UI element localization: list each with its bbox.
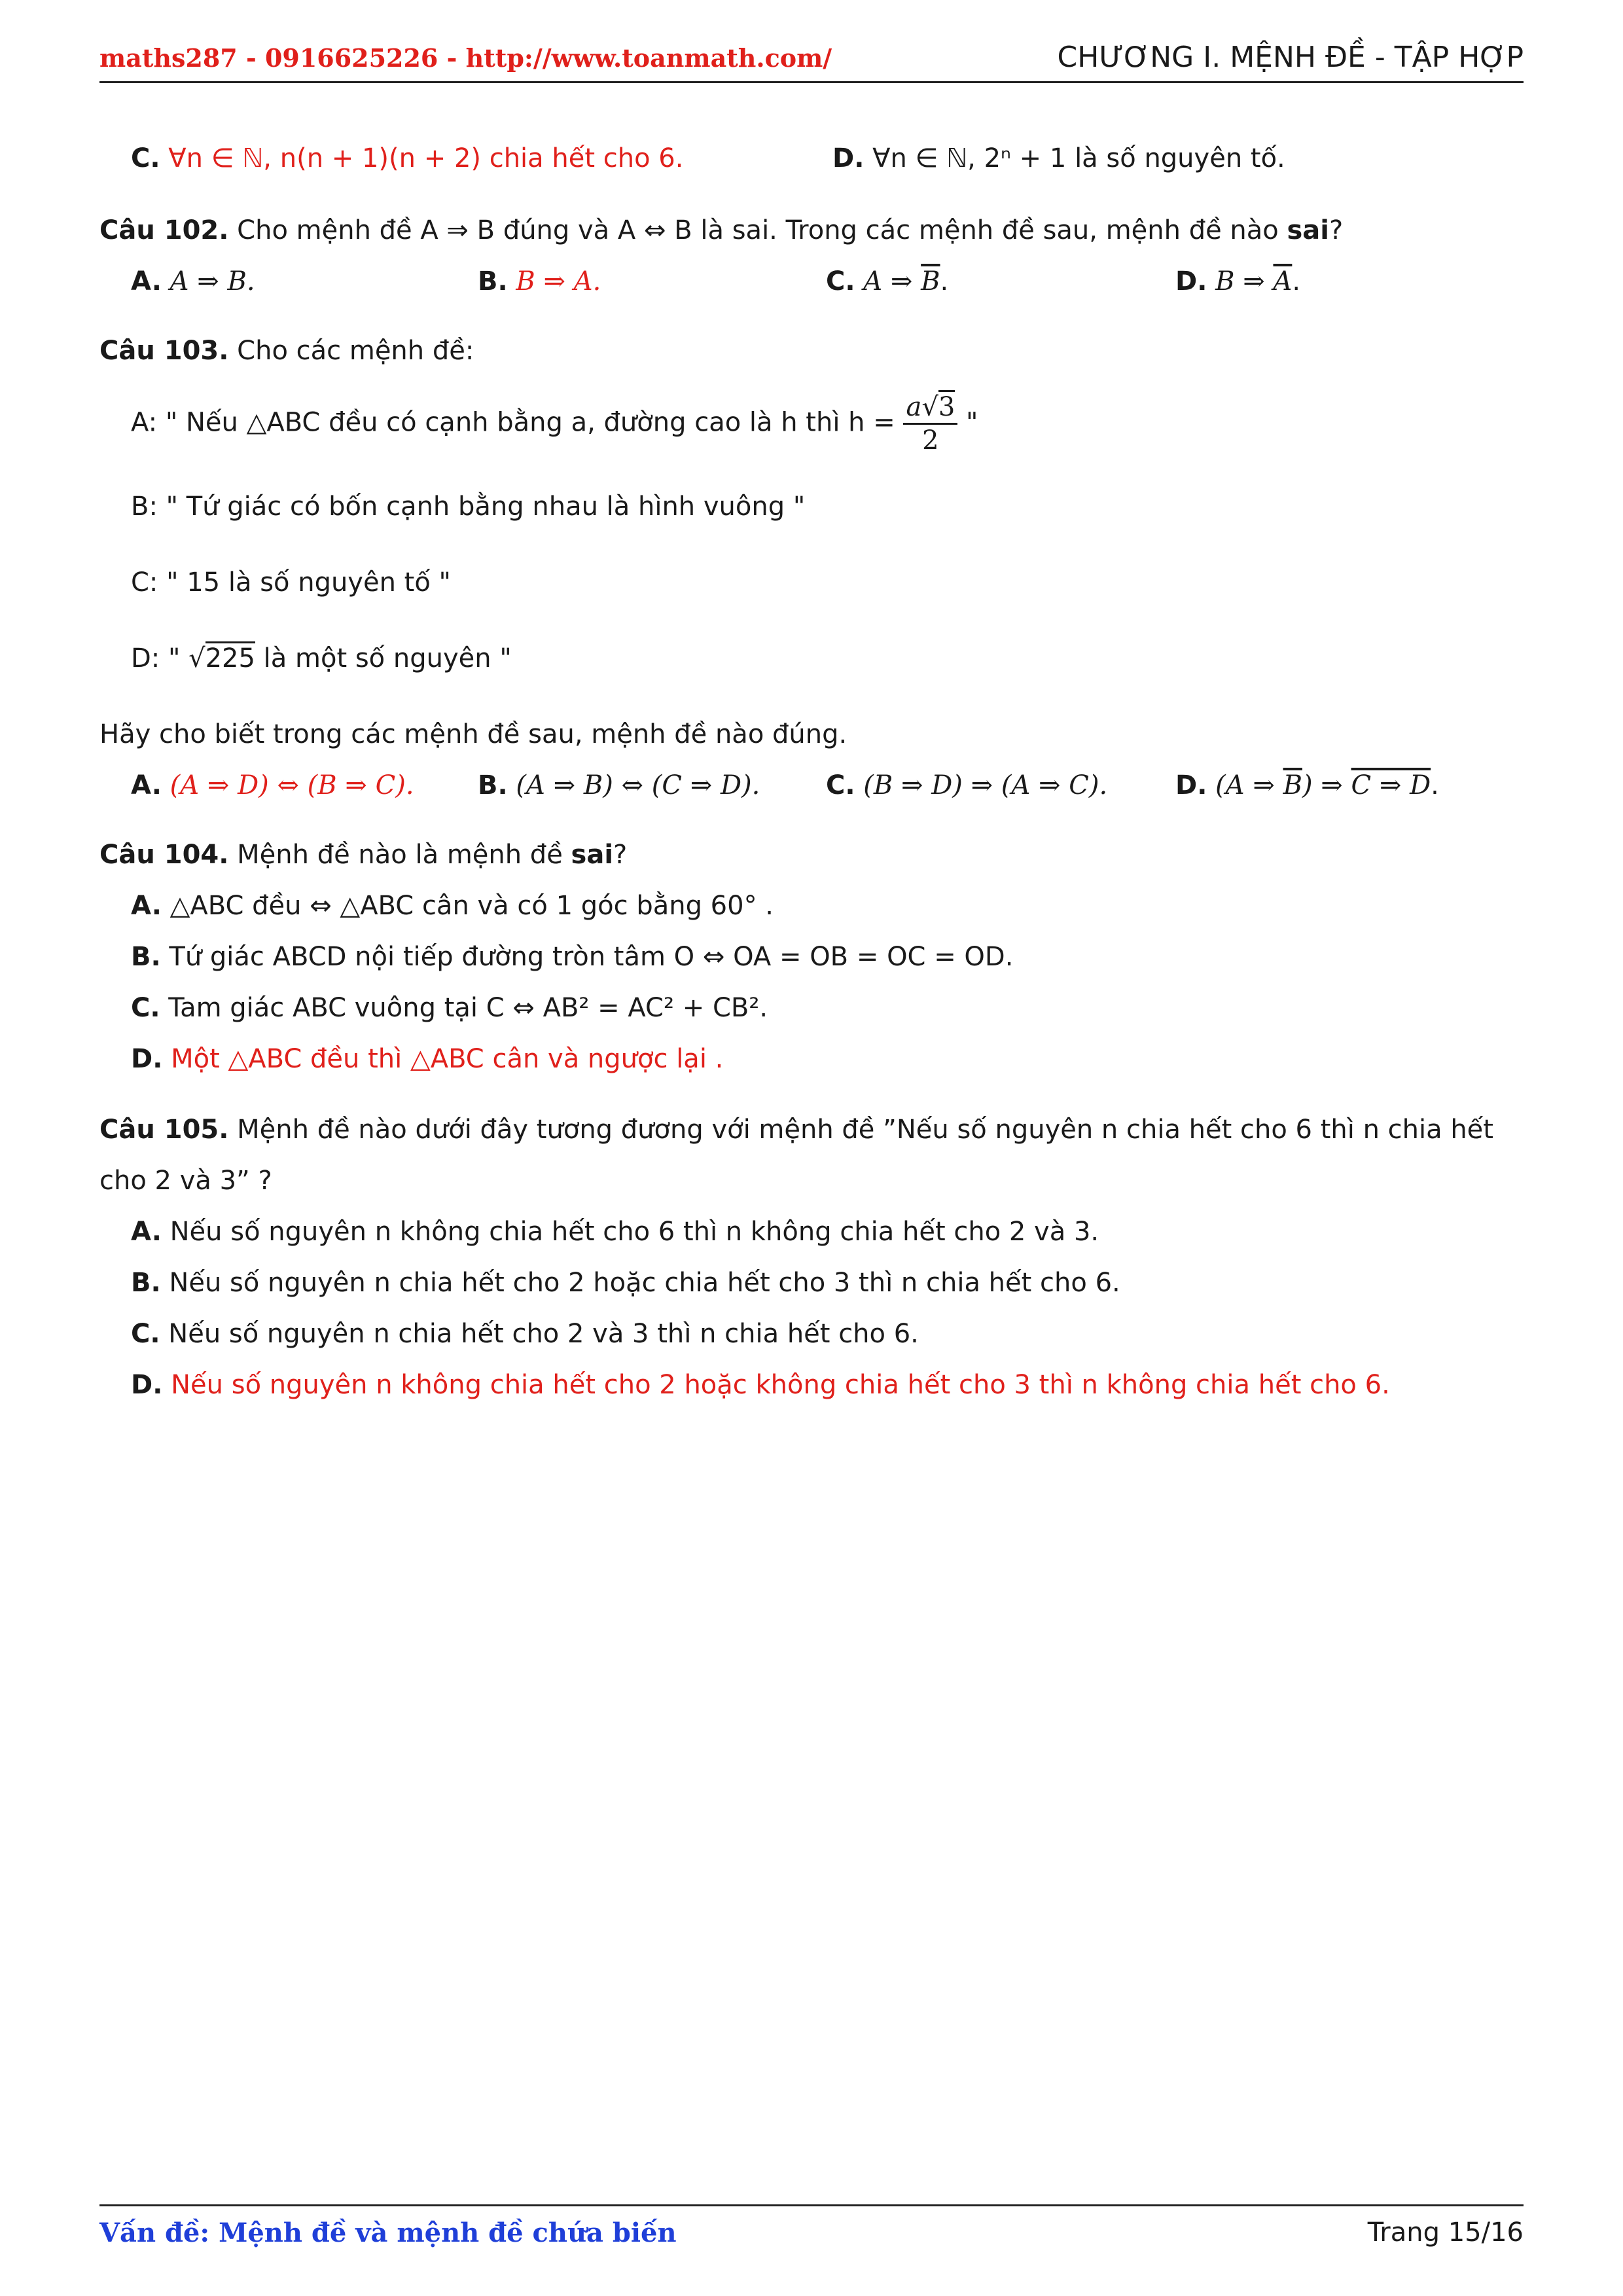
q103-fraction-numerator	[903, 391, 957, 425]
q105-label: Câu 105.	[99, 1115, 229, 1145]
q103-option-a-text: (A ⇒ D) ⇔ (B ⇒ C).	[169, 770, 414, 800]
q103-question: Hãy cho biết trong các mệnh đề sau, mệnh đề nào đúng.	[99, 719, 847, 749]
q104-option-c	[131, 992, 768, 1024]
q103-option-d-post: .	[1431, 770, 1439, 800]
q102-option-a-text: A ⇒ B.	[169, 266, 255, 296]
q102-option-b-text: B ⇒ A.	[516, 266, 601, 296]
header-rule	[99, 81, 1524, 83]
q102-stem-bold: sai	[1287, 215, 1329, 245]
q103-option-d-mid: ) ⇒	[1302, 770, 1351, 800]
q105-option-a	[131, 1216, 1099, 1247]
q103-statement-a-pre: A: " Nếu △ABC đều có cạnh bằng a, đường cao là h thì h =	[131, 407, 904, 438]
q103-option-d-label: D.	[1175, 770, 1207, 800]
q102-option-c-bar: $\overline{B}$	[921, 266, 940, 296]
q103-option-c-label: C.	[826, 770, 855, 800]
q105-option-a-text: Nếu số nguyên n không chia hết cho 6 thì n không chia hết cho 2 và 3.	[169, 1217, 1099, 1247]
footer-topic: Vấn đề: Mệnh đề và mệnh đề chứa biến	[99, 2217, 677, 2248]
q102-option-a	[131, 266, 255, 297]
q104-option-d-label: D.	[131, 1044, 163, 1074]
q103-label: Câu 103.	[99, 336, 229, 366]
q103-num-radicand: 3	[938, 390, 955, 422]
q104-option-b	[131, 941, 1013, 973]
q101-option-c-label: C.	[131, 143, 160, 173]
q103-statement-d-pre: D: " √	[131, 643, 205, 673]
q103-option-b-label: B.	[478, 770, 508, 800]
q102-label: Câu 102.	[99, 215, 229, 245]
q103-option-d-bar1: $\overline{B}$	[1283, 770, 1302, 800]
q105-option-b-label: B.	[131, 1268, 161, 1298]
footer-rule	[99, 2204, 1524, 2206]
q103-option-c	[826, 770, 1107, 801]
q103-option-d-pre: (A ⇒	[1215, 770, 1283, 800]
q103-statement-d	[131, 643, 512, 674]
footer-page-number: Trang 15/16	[1367, 2217, 1524, 2248]
header-site-info: maths287 - 0916625226 - http://www.toanmath.com/	[99, 43, 832, 73]
q101-option-d	[832, 143, 1285, 174]
q104-option-c-text: Tam giác ABC vuông tại C ⇔ AB² = AC² + CB².	[168, 993, 768, 1023]
q103-option-b-text: (A ⇒ B) ⇔ (C ⇒ D).	[516, 770, 760, 800]
q105-stem-line1	[99, 1114, 1493, 1145]
q103-option-d	[1175, 770, 1439, 801]
q102-option-d-post: .	[1292, 266, 1301, 296]
q103-fraction	[903, 391, 957, 456]
q101-option-d-label: D.	[832, 143, 865, 173]
q105-option-b-text: Nếu số nguyên n chia hết cho 2 hoặc chia hết cho 3 thì n chia hết cho 6.	[169, 1268, 1120, 1298]
q101-option-c	[131, 143, 683, 174]
q103-option-c-text: (B ⇒ D) ⇒ (A ⇒ C).	[863, 770, 1108, 800]
q103-option-d-bar2: C ⇒ D	[1351, 770, 1431, 800]
q101-option-c-text: ∀n ∈ ℕ, n(n + 1)(n + 2) chia hết cho 6.	[168, 143, 684, 173]
q102-option-c	[826, 266, 948, 297]
q102-stem	[99, 215, 1343, 246]
q102-option-b	[478, 266, 601, 297]
q102-stem-text: Cho mệnh đề A ⇒ B đúng và A ⇔ B là sai. Trong các mệnh đề sau, mệnh đề nào	[237, 215, 1287, 245]
q102-option-b-label: B.	[478, 266, 508, 296]
q102-option-c-label: C.	[826, 266, 855, 296]
q104-option-b-label: B.	[131, 942, 161, 972]
q105-option-c-label: C.	[131, 1319, 160, 1349]
q105-option-d-text: Nếu số nguyên n không chia hết cho 2 hoặc không chia hết cho 3 thì n không chia hết cho 6.	[171, 1370, 1390, 1400]
q102-option-a-label: A.	[131, 266, 162, 296]
q104-option-d-text: Một △ABC đều thì △ABC cân và ngược lại .	[171, 1044, 724, 1074]
header-chapter-title: CHƯƠNG I. MỆNH ĐỀ - TẬP HỢP	[1057, 41, 1524, 74]
q103-statement-a	[131, 391, 978, 456]
q104-option-a-text: △ABC đều ⇔ △ABC cân và có 1 góc bằng 60° .	[169, 891, 774, 921]
q104-option-a-label: A.	[131, 891, 162, 921]
q103-option-b	[478, 770, 760, 801]
q102-stem-end: ?	[1329, 215, 1344, 245]
q103-statement-c: C: " 15 là số nguyên tố "	[131, 567, 451, 598]
q103-stem	[99, 335, 474, 367]
q102-option-c-pre: A ⇒	[863, 266, 921, 296]
q103-option-a	[131, 770, 414, 801]
q104-option-c-label: C.	[131, 993, 160, 1023]
q104-stem-bold: sai	[571, 840, 614, 870]
q101-option-d-text: ∀n ∈ ℕ, 2ⁿ + 1 là số nguyên tố.	[872, 143, 1285, 173]
q104-stem-text: Mệnh đề nào là mệnh đề	[237, 840, 571, 870]
q102-option-d-bar: $\overline{A}$	[1273, 266, 1293, 296]
q105-option-d-label: D.	[131, 1370, 163, 1400]
q104-option-a	[131, 890, 774, 922]
q102-option-d	[1175, 266, 1300, 297]
q102-option-d-label: D.	[1175, 266, 1207, 296]
q103-statement-d-radicand: 225	[205, 641, 255, 673]
q105-option-a-label: A.	[131, 1217, 162, 1247]
q103-statement-a-post: "	[957, 407, 978, 438]
q105-option-b	[131, 1267, 1120, 1299]
q104-label: Câu 104.	[99, 840, 229, 870]
q104-option-b-text: Tứ giác ABCD nội tiếp đường tròn tâm O ⇔ OA = OB = OC = OD.	[169, 942, 1014, 972]
q105-option-d	[131, 1369, 1390, 1401]
q103-num-a: a√	[906, 392, 938, 422]
q102-option-c-post: .	[940, 266, 949, 296]
q102-option-d-pre: B ⇒	[1215, 266, 1274, 296]
q103-statement-d-post: là một số nguyên "	[255, 643, 512, 673]
q103-option-a-label: A.	[131, 770, 162, 800]
q103-fraction-denominator: 2	[922, 425, 939, 456]
q103-statement-b: B: " Tứ giác có bốn cạnh bằng nhau là hình vuông "	[131, 492, 806, 522]
q105-option-c	[131, 1318, 919, 1350]
q103-stem-text: Cho các mệnh đề:	[237, 336, 474, 366]
q104-stem-end: ?	[613, 840, 628, 870]
q105-option-c-text: Nếu số nguyên n chia hết cho 2 và 3 thì n chia hết cho 6.	[168, 1319, 919, 1349]
q105-stem1: Mệnh đề nào dưới đây tương đương với mệnh đề ”Nếu số nguyên n chia hết cho 6 thì n chia hết	[237, 1115, 1493, 1145]
q104-stem	[99, 839, 627, 870]
q105-stem-line2: cho 2 và 3” ?	[99, 1166, 272, 1196]
q104-option-d	[131, 1043, 723, 1075]
